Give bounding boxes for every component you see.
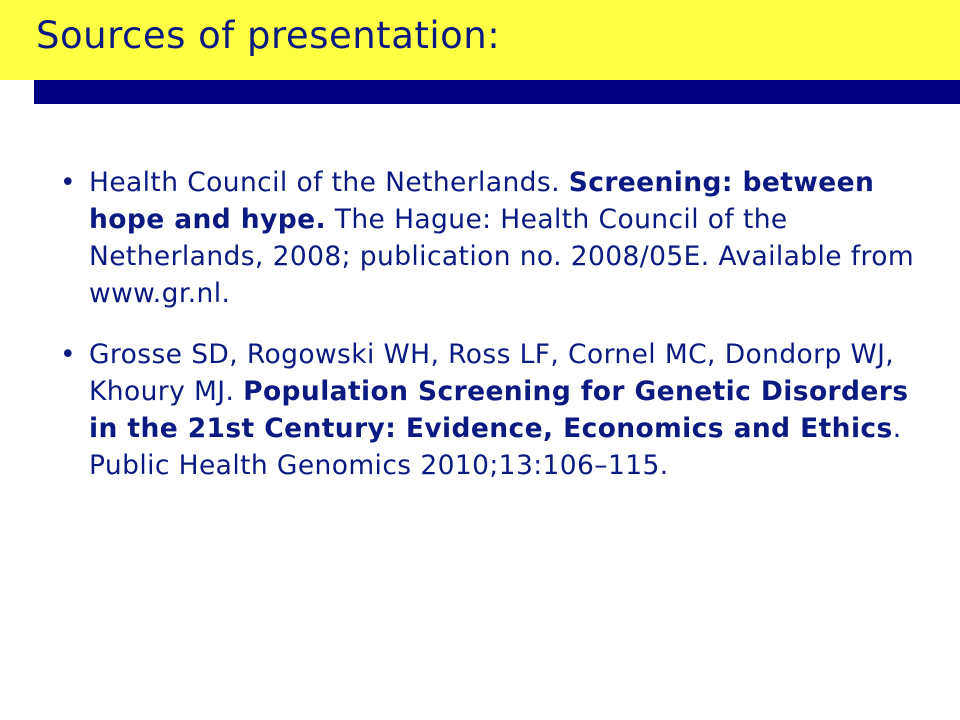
title-band [0, 0, 960, 80]
reference-prefix: Grosse SD, Rogowski WH, Ross LF, Cornel MC, Dondorp WJ, Khoury MJ. [89, 339, 895, 407]
reference-suffix: The Hague: Health Council of the Netherlands, 2008; publication no. 2008/05E. Available from www.gr.nl. [89, 204, 915, 309]
reference-item [60, 164, 920, 312]
bullet-icon: • [60, 167, 77, 198]
reference-title: Screening: between hope and hype. [89, 167, 875, 235]
title-rule [0, 80, 960, 104]
reference-suffix: . Public Health Genomics 2010;13:106–115. [89, 413, 902, 481]
reference-title: Population Screening for Genetic Disorders in the 21st Century: Evidence, Economics and Ethics [89, 376, 909, 444]
slide-title: Sources of presentation: [36, 14, 501, 57]
reference-prefix: Health Council of the Netherlands. [89, 167, 569, 198]
reference-item [60, 336, 920, 484]
bullet-icon: • [60, 339, 77, 370]
references-list [60, 164, 920, 484]
